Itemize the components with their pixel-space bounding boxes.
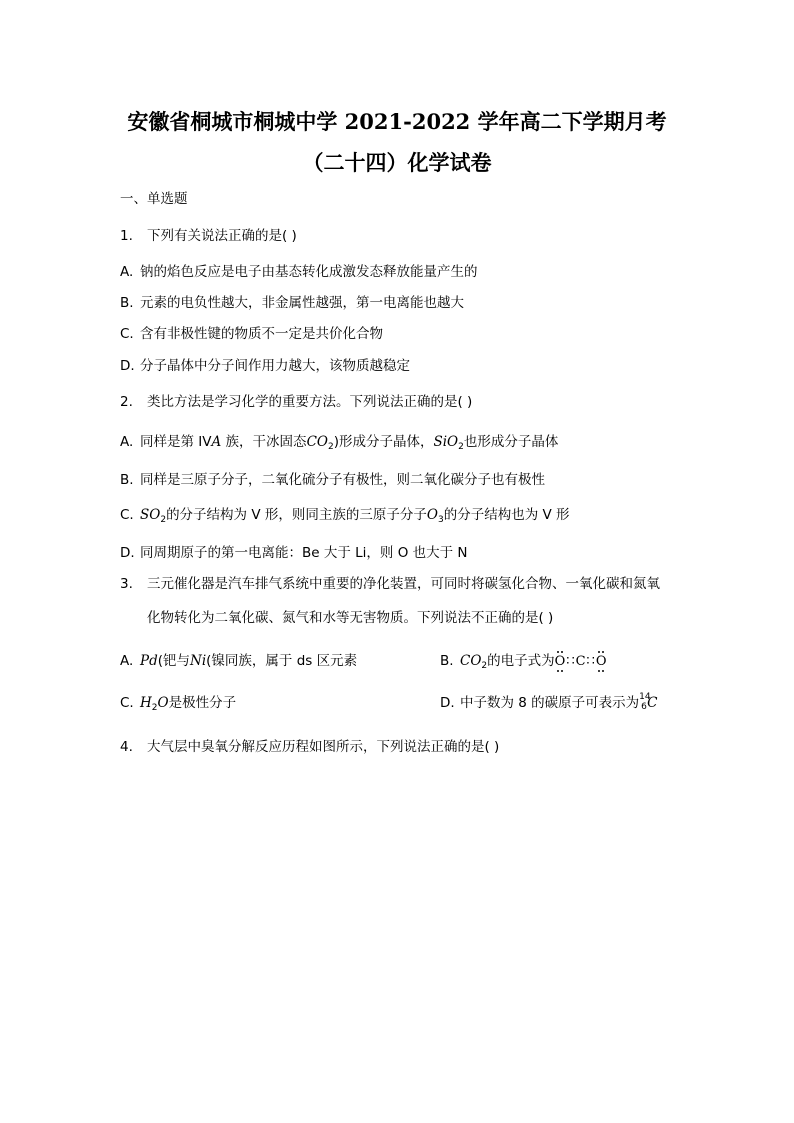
lewis-structure — [555, 654, 608, 669]
question-stem: 下列有关说法正确的是( ) — [147, 228, 297, 244]
option-text: 钠的焰色反应是电子由基态转化成激发态释放能量产生的 — [140, 264, 478, 280]
formula: H — [140, 695, 152, 711]
q2-option-a: A. 同样是第 IVA 族，干冰固态$CO_2$)形成分子晶体，SiO$_2$也形成分子晶体 — [120, 434, 559, 452]
atomic-number: 6 — [641, 702, 647, 712]
q3-option-c: C. $H_2O$是极性分子 — [120, 695, 237, 713]
q3-option-a: A. Pd(钯与Ni(镍同族，属于 ds 区元素 — [120, 653, 358, 669]
option-text: 元素的电负性越大，非金属性越强，第一电离能也越大 — [140, 295, 464, 311]
formula: O — [157, 695, 169, 711]
question-4 — [120, 735, 499, 755]
question-3 — [120, 572, 660, 592]
option-text: 同周期原子的第一电离能：Be 大于 Li，则 O 也大于 N — [140, 545, 468, 561]
formula: SiO — [433, 434, 459, 450]
question-stem: 三元催化器是汽车排气系统中重要的净化装置，可同时将碳氢化合物、一氧化碳和氮氧 — [147, 576, 660, 592]
formula: CO — [460, 653, 482, 669]
subscript: 2 — [458, 442, 464, 452]
lewis-oxygen: O — [554, 654, 567, 669]
question-stem: 大气层中臭氧分解反应历程如图所示，下列说法正确的是( ) — [147, 739, 500, 755]
section-heading: 一、单选题 — [120, 191, 188, 207]
subscript: 2 — [327, 442, 334, 452]
q1-option-a: A. 钠的焰色反应是电子由基态转化成激发态释放能量产生的 — [120, 264, 478, 280]
question-number: 4. — [120, 739, 133, 755]
formula: Ni — [190, 653, 207, 669]
formula: CO — [306, 434, 328, 450]
q3-option-b: B. $CO_2$的电子式为O∷C∷O — [440, 653, 608, 671]
q1-option-b: B. 元素的电负性越大，非金属性越强，第一电离能也越大 — [120, 295, 464, 311]
option-text: 的分子结构也为 V 形 — [443, 507, 570, 523]
option-text: 含有非极性键的物质不一定是共价化合物 — [140, 326, 383, 342]
question-1 — [120, 224, 297, 244]
isotope-notation — [639, 692, 651, 712]
question-number: 2. — [120, 394, 133, 410]
subscript: 2 — [160, 515, 167, 525]
formula: A — [211, 434, 222, 450]
subscript: 2 — [481, 661, 488, 671]
option-text: )形成分子晶体， — [333, 434, 434, 450]
exam-title-line2: （二十四）化学试卷 — [302, 150, 492, 175]
q2-option-d: D. 同周期原子的第一电离能：Be 大于 Li，则 O 也大于 N — [120, 545, 468, 561]
option-text: 同样是第 IV — [140, 434, 212, 450]
question-3-continued — [147, 606, 553, 626]
option-text: 分子晶体中分子间作用力越大，该物质越稳定 — [140, 358, 410, 374]
q2-option-b: B. 同样是三原子分子，二氧化硫分子有极性，则二氧化碳分子也有极性 — [120, 472, 545, 488]
option-text: 的电子式为 — [487, 653, 555, 669]
formula: O — [426, 507, 438, 523]
option-text: 也形成分子晶体 — [463, 434, 559, 450]
question-stem: 化物转化为二氧化碳、氮气和水等无害物质。下列说法不正确的是( ) — [147, 610, 554, 626]
question-2 — [120, 390, 472, 410]
question-number: 3. — [120, 576, 133, 592]
lewis-oxygen: O — [595, 654, 608, 669]
exam-title-line1: 安徽省桐城市桐城中学 2021-2022 学年高二下学期月考 — [127, 109, 667, 134]
question-stem: 类比方法是学习化学的重要方法。下列说法正确的是( ) — [147, 394, 473, 410]
question-number: 1. — [120, 228, 133, 244]
option-text: (钯与 — [157, 653, 191, 669]
q3-option-d: D. 中子数为 8 的碳原子可表示为 14 6 C — [440, 692, 658, 712]
formula: C — [647, 695, 658, 711]
q1-option-d: D. 分子晶体中分子间作用力越大，该物质越稳定 — [120, 358, 410, 374]
subscript: 3 — [437, 515, 444, 525]
option-text: (镍同族，属于 ds 区元素 — [206, 653, 358, 669]
subscript: 2 — [151, 703, 158, 713]
option-text: 是极性分子 — [168, 695, 237, 711]
mass-number: 14 — [639, 692, 651, 702]
option-text: 同样是三原子分子，二氧化硫分子有极性，则二氧化碳分子也有极性 — [140, 472, 545, 488]
q2-option-c: C. $SO_2$的分子结构为 V 形，则同主族的三原子分子$O_3$的分子结构也为 V 形 — [120, 507, 570, 525]
formula: Pd — [140, 653, 158, 669]
formula: SO — [140, 507, 161, 523]
option-text: 中子数为 8 的碳原子可表示为 — [460, 695, 640, 711]
lewis-carbon: ∷C∷ — [566, 654, 596, 669]
q1-option-c: C. 含有非极性键的物质不一定是共价化合物 — [120, 326, 383, 342]
option-text: 族，干冰固态 — [221, 434, 307, 450]
option-text: 的分子结构为 V 形，则同主族的三原子分子 — [166, 507, 427, 523]
